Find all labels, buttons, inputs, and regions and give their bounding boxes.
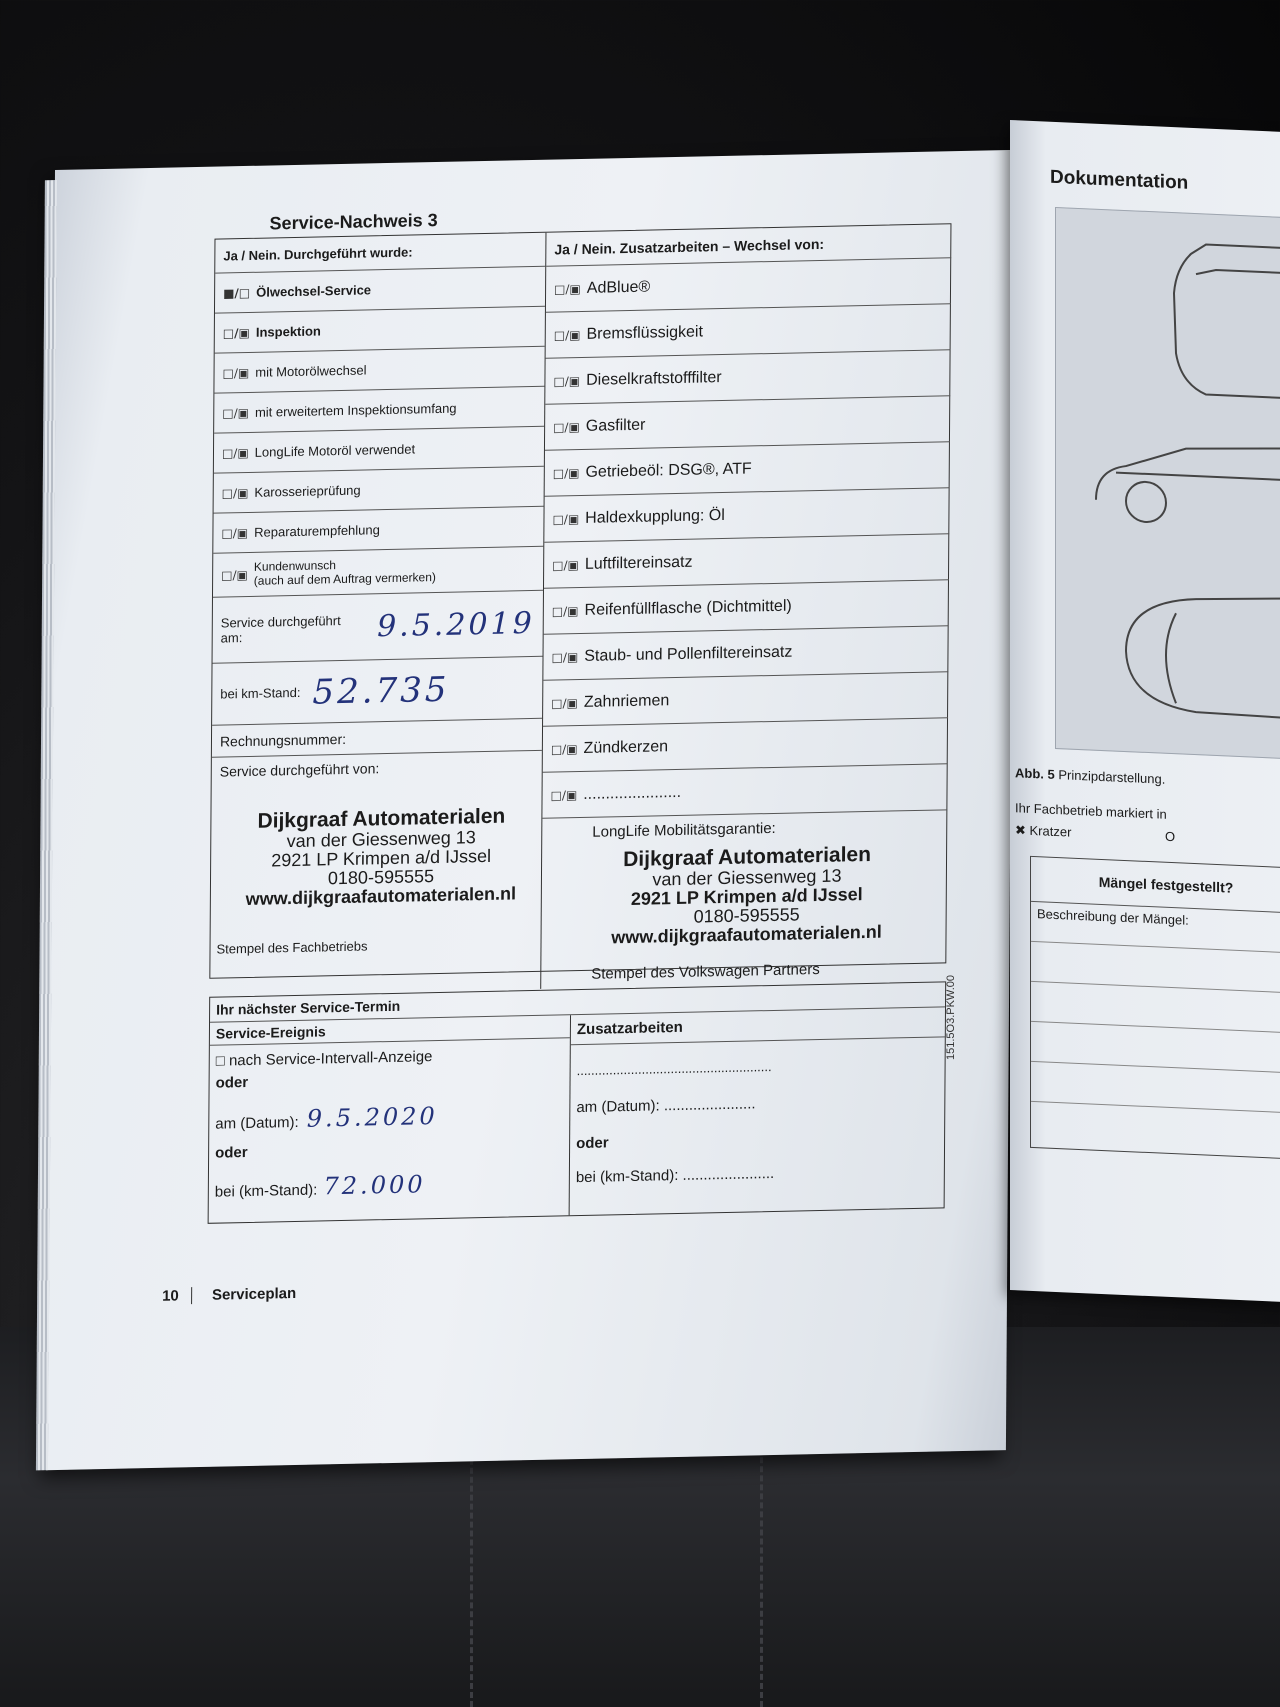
- performed-item: [215, 307, 545, 354]
- stamp-city: 2921 LP Krimpen a/d IJssel: [271, 845, 492, 871]
- performed-item-label: Inspektion: [255, 323, 321, 340]
- extra-work-line[interactable]: ......................................................: [576, 1059, 772, 1079]
- additional-item-label: Haldexkupplung: Öl: [585, 506, 725, 527]
- checkbox-pair[interactable]: □/▣: [222, 405, 250, 421]
- performed-item: [214, 347, 544, 394]
- service-event-header: Service-Ereignis: [210, 1015, 570, 1046]
- stamp-caption-right: Stempel des Volkswagen Partners: [591, 960, 820, 983]
- checkbox-pair[interactable]: □/▣: [553, 373, 581, 389]
- documentation-page: [1010, 120, 1280, 1303]
- performed-item: [214, 467, 544, 514]
- partner-stamp: [561, 843, 932, 948]
- invoice-label: Rechnungsnummer:: [219, 730, 347, 750]
- oder-label: oder: [215, 1143, 248, 1162]
- additional-item-label: Getriebeöl: DSG®, ATF: [585, 459, 752, 481]
- checkbox-pair[interactable]: □/▣: [550, 787, 578, 803]
- page-title: Dokumentation: [1050, 166, 1189, 194]
- checkbox-pair[interactable]: □/▣: [221, 567, 248, 583]
- next-km-label: bei (km-Stand):: [214, 1181, 318, 1201]
- dealer-stamp: [231, 805, 532, 909]
- stamp-city: 2921 LP Krimpen a/d IJssel: [630, 884, 863, 909]
- legend-scratch: ✖ Kratzer: [1015, 822, 1072, 840]
- checkbox-pair[interactable]: □/▣: [553, 327, 581, 343]
- customer-wish-row: [213, 547, 543, 598]
- stamp-street: van der Giessenweg 13: [286, 827, 476, 852]
- performed-item-label: LongLife Motoröl verwendet: [254, 441, 416, 460]
- extra-work-column: [569, 1007, 946, 1215]
- checkbox-pair[interactable]: □/▣: [222, 365, 250, 380]
- service-event-column: [209, 1015, 570, 1223]
- customer-wish-note: (auch auf dem Auftrag vermerken): [253, 569, 436, 588]
- customer-wish-label: Kundenwunsch: [253, 557, 337, 574]
- page-number: 10: [162, 1287, 192, 1305]
- defects-description-label: Beschreibung der Mängel:: [1031, 902, 1280, 954]
- additional-header: Ja / Nein. Zusatzarbeiten – Wechsel von:: [546, 224, 951, 266]
- service-date-value[interactable]: 9.5.2019: [377, 605, 535, 645]
- next-km-row: [215, 1170, 426, 1202]
- performed-item-label: Karosserieprüfung: [254, 482, 361, 500]
- next-date-row: [215, 1102, 438, 1135]
- next-date-value[interactable]: 9.5.2020: [306, 1102, 438, 1133]
- checkbox-pair[interactable]: □/▣: [222, 325, 250, 340]
- legend-circle: O: [1165, 828, 1176, 845]
- partner-stamp-area: [541, 810, 947, 989]
- checkbox-pair[interactable]: ■/□: [223, 285, 251, 300]
- performed-column: [210, 233, 545, 964]
- stamp-website: www.dijkgraafautomaterialen.nl: [611, 921, 882, 948]
- performed-item-label: mit erweitertem Inspektionsumfang: [254, 400, 457, 420]
- extra-work-header: Zusatzarbeiten: [571, 1007, 946, 1045]
- extra-km-field[interactable]: bei (km-Stand): ......................: [575, 1164, 775, 1187]
- checkbox-pair[interactable]: □/▣: [221, 525, 249, 541]
- page-footer: [162, 1285, 296, 1305]
- performed-item: [215, 267, 545, 314]
- stamp-street: van der Giessenweg 13: [652, 865, 842, 890]
- checkbox-pair[interactable]: □/▣: [553, 419, 580, 435]
- performed-item-label: Reparaturempfehlung: [254, 522, 380, 540]
- checkbox-pair[interactable]: □/▣: [551, 695, 578, 711]
- checkbox-pair[interactable]: □/▣: [550, 741, 578, 757]
- additional-item-label: AdBlue®: [586, 278, 651, 297]
- service-date-label: Service durchgeführt am:: [220, 612, 341, 646]
- checkbox-pair[interactable]: □/▣: [551, 603, 579, 619]
- extra-date-field[interactable]: am (Datum): ......................: [576, 1095, 756, 1117]
- next-date-label: am (Datum):: [215, 1113, 299, 1133]
- page-title: Service-Nachweis 3: [269, 209, 438, 234]
- oder-label: oder: [215, 1073, 249, 1092]
- additional-item-label: Bremsflüssigkeit: [586, 322, 704, 343]
- stamp-phone: 0180-595555: [693, 904, 800, 927]
- additional-item-label: Staub- und Pollenfiltereinsatz: [584, 643, 793, 665]
- stamp-phone: 0180-595555: [327, 865, 435, 889]
- page-stack-edge: [36, 180, 57, 1470]
- service-table: [209, 223, 951, 983]
- additional-item-label: Gasfilter: [585, 416, 646, 435]
- longlife-label: LongLife Mobilitätsgarantie:: [592, 819, 776, 841]
- additional-work-column: [540, 224, 951, 989]
- checkbox-pair[interactable]: □/▣: [552, 511, 580, 527]
- service-record-page: [46, 150, 1015, 1470]
- next-service-title: Ihr nächster Service-Termin: [210, 982, 945, 1022]
- checkbox-pair[interactable]: □/▣: [551, 649, 579, 665]
- performed-item: [214, 387, 544, 434]
- section-name: Serviceplan: [211, 1284, 297, 1304]
- checkbox-pair[interactable]: □/▣: [552, 465, 580, 481]
- performed-item-label: mit Motorölwechsel: [255, 362, 367, 380]
- service-date-row: [213, 591, 543, 664]
- km-label: bei km-Stand:: [220, 684, 301, 702]
- dealer-stamp-area: [210, 751, 541, 964]
- interval-option[interactable]: □ nach Service-Intervall-Anzeige: [215, 1048, 433, 1070]
- additional-item-label: ......................: [583, 783, 682, 803]
- next-km-value[interactable]: 72.000: [323, 1170, 426, 1201]
- additional-item-label: Luftfiltereinsatz: [584, 553, 693, 573]
- stamp-company: Dijkgraaf Automaterialen: [623, 842, 872, 872]
- stamp-website: www.dijkgraafautomaterialen.nl: [245, 883, 517, 909]
- performed-item: [213, 507, 543, 554]
- oder-label: oder: [576, 1134, 609, 1153]
- document-id: 151.5O3.PKW.00: [945, 975, 957, 1060]
- defects-box: [1030, 856, 1280, 1160]
- marks-text: Ihr Fachbetrieb markiert in: [1015, 800, 1167, 822]
- checkbox-pair[interactable]: □/▣: [554, 281, 581, 297]
- next-service-box: [208, 981, 947, 1223]
- stamp-company: Dijkgraaf Automaterialen: [257, 804, 506, 833]
- additional-item-label: Reifenfüllflasche (Dichtmittel): [584, 597, 792, 619]
- km-row: [212, 657, 542, 726]
- figure-number: Abb. 5: [1015, 765, 1055, 782]
- checkbox-pair[interactable]: □/▣: [221, 485, 249, 501]
- performed-item-label: Ölwechsel-Service: [256, 282, 372, 300]
- additional-item-label: Zahnriemen: [583, 691, 670, 711]
- figure-caption: [1015, 765, 1165, 787]
- performed-header: Ja / Nein. Durchgeführt wurde:: [215, 233, 545, 274]
- checkbox-pair[interactable]: □/▣: [221, 445, 249, 461]
- done-by-label: Service durchgeführt von:: [219, 760, 380, 780]
- checkbox-pair[interactable]: □/▣: [552, 557, 579, 573]
- performed-item: [214, 427, 544, 474]
- stamp-caption-left: Stempel des Fachbetriebs: [216, 938, 368, 957]
- car-outline-icon: [1056, 208, 1280, 758]
- additional-item-label: Zündkerzen: [583, 737, 669, 757]
- vehicle-diagram: [1055, 207, 1280, 760]
- additional-item-label: Dieselkraftstofffilter: [586, 368, 722, 389]
- figure-text: Prinzipdarstellung.: [1058, 767, 1166, 787]
- defects-header: Mängel festgestellt?: [1031, 857, 1280, 914]
- km-value[interactable]: 52.735: [312, 669, 450, 713]
